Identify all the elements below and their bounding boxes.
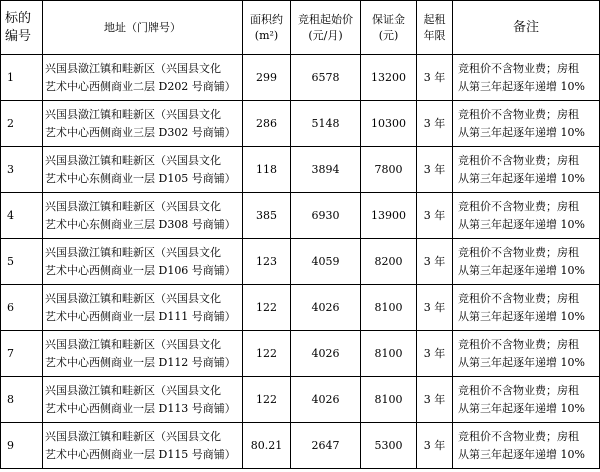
cell-area — [243, 147, 291, 193]
cell-deposit — [361, 55, 417, 101]
cell-area — [243, 101, 291, 147]
cell-deposit-text: 10300 — [371, 116, 406, 130]
cell-item-no — [1, 377, 43, 423]
cell-lease-term-text: 3 年 — [423, 438, 446, 452]
cell-area — [243, 239, 291, 285]
cell-lease-term — [417, 423, 453, 469]
cell-area-text: 122 — [256, 300, 277, 314]
cell-address-text: 兴国县潋江镇和畦新区（兴国县文化 — [45, 383, 221, 397]
cell-area — [243, 331, 291, 377]
cell-deposit-text: 8100 — [374, 392, 403, 406]
cell-start-price-text: 6578 — [311, 70, 340, 84]
cell-start-price-text: 4026 — [311, 392, 340, 406]
cell-area-text: 123 — [256, 254, 277, 268]
header-note-label: 备注 — [512, 19, 539, 35]
header-start-price — [291, 1, 361, 55]
cell-deposit-text: 8200 — [374, 254, 403, 268]
cell-note-text: 竞租价不含物业费；房租 — [458, 383, 579, 397]
header-lease-term-line2: 年限 — [423, 28, 446, 42]
cell-item-no — [1, 331, 43, 377]
cell-address — [43, 331, 243, 377]
cell-deposit — [361, 193, 417, 239]
cell-note-text: 从第三年起逐年递增 10% — [458, 217, 585, 231]
cell-note-text: 竞租价不含物业费；房租 — [458, 107, 579, 121]
cell-area — [243, 285, 291, 331]
cell-item-no — [1, 193, 43, 239]
cell-item-no-text: 2 — [7, 116, 14, 130]
cell-deposit — [361, 285, 417, 331]
cell-start-price-text: 4026 — [311, 346, 340, 360]
cell-lease-term-text: 3 年 — [423, 254, 446, 268]
cell-address-text: 兴国县潋江镇和畦新区（兴国县文化 — [45, 245, 221, 259]
cell-start-price — [291, 147, 361, 193]
cell-address-text: 兴国县潋江镇和畦新区（兴国县文化 — [45, 153, 221, 167]
cell-address-text: 艺术中心西侧商业一层 D113 号商铺） — [45, 401, 236, 415]
cell-lease-term — [417, 147, 453, 193]
table-row — [1, 285, 600, 331]
cell-address-text: 艺术中心西侧商业一层 D111 号商铺） — [45, 309, 236, 323]
cell-area-text: 286 — [256, 116, 277, 130]
cell-address — [43, 101, 243, 147]
cell-address-text: 兴国县潋江镇和畦新区（兴国县文化 — [45, 429, 221, 443]
cell-lease-term — [417, 101, 453, 147]
cell-area — [243, 193, 291, 239]
cell-start-price-text: 3894 — [311, 162, 340, 176]
cell-lease-term-text: 3 年 — [423, 70, 446, 84]
cell-address-text: 兴国县潋江镇和畦新区（兴国县文化 — [45, 199, 221, 213]
cell-item-no — [1, 101, 43, 147]
table-row — [1, 377, 600, 423]
cell-item-no — [1, 285, 43, 331]
cell-deposit-text: 13900 — [371, 208, 406, 222]
cell-note — [453, 101, 600, 147]
cell-area-text: 385 — [256, 208, 277, 222]
cell-item-no — [1, 55, 43, 101]
header-address-label: 地址（门牌号） — [104, 20, 181, 34]
cell-address-text: 兴国县潋江镇和畦新区（兴国县文化 — [45, 61, 221, 75]
header-address — [43, 1, 243, 55]
cell-lease-term-text: 3 年 — [423, 116, 446, 130]
cell-start-price-text: 2647 — [311, 438, 340, 452]
cell-address-text: 艺术中心西侧商业一层 D115 号商铺） — [45, 447, 236, 461]
cell-address — [43, 423, 243, 469]
cell-deposit — [361, 101, 417, 147]
cell-start-price — [291, 331, 361, 377]
cell-deposit-text: 13200 — [371, 70, 406, 84]
cell-note — [453, 377, 600, 423]
cell-address — [43, 239, 243, 285]
cell-start-price — [291, 55, 361, 101]
cell-item-no-text: 1 — [7, 70, 14, 84]
cell-deposit-text: 8100 — [374, 346, 403, 360]
cell-lease-term-text: 3 年 — [423, 300, 446, 314]
header-item-no-label: 标的编号 — [5, 10, 32, 44]
cell-note-text: 竞租价不含物业费；房租 — [458, 245, 579, 259]
cell-note — [453, 331, 600, 377]
cell-note-text: 竞租价不含物业费；房租 — [458, 337, 579, 351]
cell-start-price — [291, 423, 361, 469]
cell-address-text: 艺术中心西侧商业二层 D202 号商铺） — [45, 79, 236, 93]
cell-start-price — [291, 377, 361, 423]
cell-note — [453, 239, 600, 285]
cell-start-price-text: 4059 — [311, 254, 340, 268]
header-lease-term-line1: 起租 — [423, 12, 446, 26]
cell-start-price — [291, 101, 361, 147]
cell-note-text: 竞租价不含物业费；房租 — [458, 61, 579, 75]
cell-address — [43, 285, 243, 331]
cell-note — [453, 423, 600, 469]
cell-address-text: 艺术中心西侧商业一层 D112 号商铺） — [45, 355, 236, 369]
cell-item-no-text: 7 — [7, 346, 14, 360]
table-header-row — [1, 1, 600, 55]
cell-start-price — [291, 285, 361, 331]
header-start-price-unit: (元/月) — [308, 28, 343, 42]
cell-item-no-text: 5 — [7, 254, 14, 268]
cell-deposit — [361, 239, 417, 285]
cell-item-no-text: 9 — [7, 438, 14, 452]
header-area-label: 面积约 — [250, 12, 283, 26]
cell-note-text: 竞租价不含物业费；房租 — [458, 291, 579, 305]
cell-area — [243, 423, 291, 469]
cell-note-text: 从第三年起逐年递增 10% — [458, 355, 585, 369]
cell-area-text: 122 — [256, 346, 277, 360]
cell-note-text: 从第三年起逐年递增 10% — [458, 125, 585, 139]
cell-address — [43, 377, 243, 423]
header-item-no — [1, 1, 43, 55]
cell-deposit-text: 7800 — [374, 162, 403, 176]
cell-lease-term-text: 3 年 — [423, 208, 446, 222]
cell-address-text: 兴国县潋江镇和畦新区（兴国县文化 — [45, 291, 221, 305]
cell-item-no-text: 6 — [7, 300, 14, 314]
table-row — [1, 239, 600, 285]
cell-area-text: 122 — [256, 392, 277, 406]
cell-address-text: 兴国县潋江镇和畦新区（兴国县文化 — [45, 337, 221, 351]
cell-lease-term — [417, 331, 453, 377]
cell-address-text: 艺术中心东侧商业三层 D308 号商铺） — [45, 217, 236, 231]
cell-note-text: 从第三年起逐年递增 10% — [458, 79, 585, 93]
cell-note-text: 竞租价不含物业费；房租 — [458, 199, 579, 213]
header-area — [243, 1, 291, 55]
cell-deposit — [361, 147, 417, 193]
cell-start-price-text: 6930 — [311, 208, 340, 222]
cell-note-text: 从第三年起逐年递增 10% — [458, 309, 585, 323]
table-row — [1, 101, 600, 147]
cell-note — [453, 55, 600, 101]
cell-start-price-text: 4026 — [311, 300, 340, 314]
cell-area-text: 80.21 — [250, 438, 283, 452]
cell-lease-term — [417, 193, 453, 239]
cell-lease-term-text: 3 年 — [423, 162, 446, 176]
cell-note-text: 竞租价不含物业费；房租 — [458, 153, 579, 167]
table-row — [1, 423, 600, 469]
header-deposit — [361, 1, 417, 55]
header-deposit-label: 保证金 — [372, 12, 405, 26]
cell-note-text: 竞租价不含物业费；房租 — [458, 429, 579, 443]
cell-address-text: 艺术中心东侧商业一层 D105 号商铺） — [45, 171, 236, 185]
cell-area-text: 299 — [256, 70, 277, 84]
cell-lease-term — [417, 377, 453, 423]
cell-deposit — [361, 377, 417, 423]
cell-item-no-text: 3 — [7, 162, 14, 176]
table-row — [1, 193, 600, 239]
cell-start-price — [291, 239, 361, 285]
cell-note-text: 从第三年起逐年递增 10% — [458, 447, 585, 461]
cell-note-text: 从第三年起逐年递增 10% — [458, 401, 585, 415]
header-note — [453, 1, 600, 55]
cell-address — [43, 147, 243, 193]
cell-deposit — [361, 423, 417, 469]
cell-item-no — [1, 147, 43, 193]
header-lease-term — [417, 1, 453, 55]
table-row — [1, 55, 600, 101]
cell-lease-term — [417, 55, 453, 101]
cell-address — [43, 55, 243, 101]
cell-lease-term — [417, 239, 453, 285]
cell-note — [453, 193, 600, 239]
header-area-unit: (m²) — [254, 28, 279, 42]
table-row — [1, 331, 600, 377]
cell-deposit-text: 8100 — [374, 300, 403, 314]
cell-item-no — [1, 423, 43, 469]
cell-deposit-text: 5300 — [374, 438, 403, 452]
cell-area — [243, 377, 291, 423]
cell-address-text: 艺术中心西侧商业三层 D302 号商铺） — [45, 125, 236, 139]
cell-lease-term-text: 3 年 — [423, 346, 446, 360]
table-row — [1, 147, 600, 193]
cell-address-text: 艺术中心西侧商业一层 D106 号商铺） — [45, 263, 236, 277]
header-start-price-label: 竞租起始价 — [298, 12, 353, 26]
cell-lease-term-text: 3 年 — [423, 392, 446, 406]
cell-note — [453, 147, 600, 193]
cell-deposit — [361, 331, 417, 377]
cell-item-no-text: 8 — [7, 392, 14, 406]
cell-address-text: 兴国县潋江镇和畦新区（兴国县文化 — [45, 107, 221, 121]
cell-area — [243, 55, 291, 101]
cell-note-text: 从第三年起逐年递增 10% — [458, 263, 585, 277]
cell-note — [453, 285, 600, 331]
cell-item-no — [1, 239, 43, 285]
cell-lease-term — [417, 285, 453, 331]
cell-address — [43, 193, 243, 239]
cell-start-price-text: 5148 — [311, 116, 340, 130]
header-deposit-unit: (元) — [378, 28, 399, 42]
cell-item-no-text: 4 — [7, 208, 14, 222]
cell-note-text: 从第三年起逐年递增 10% — [458, 171, 585, 185]
cell-start-price — [291, 193, 361, 239]
cell-area-text: 118 — [256, 162, 277, 176]
